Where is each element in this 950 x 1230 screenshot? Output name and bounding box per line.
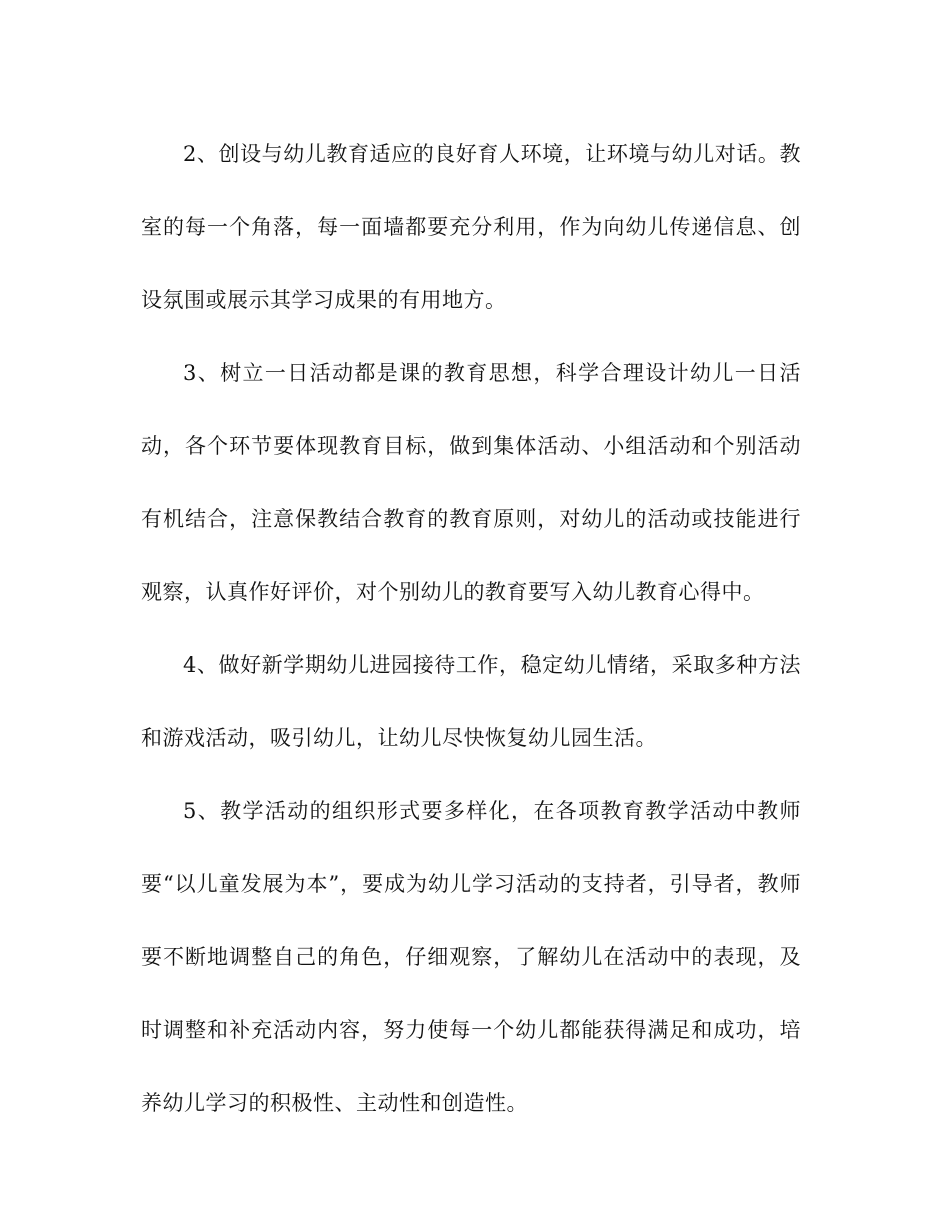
paragraph-item-4: 4、做好新学期幼儿进园接待工作，稳定幼儿情绪，采取多种方法和游戏活动，吸引幼儿，让幼儿尽快恢复幼儿园生活。 (141, 653, 801, 750)
paragraph-item-5: 5、教学活动的组织形式要多样化，在各项教育教学活动中教师要“以儿童发展为本”，要成为幼儿学习活动的支持者，引导者，教师要不断地调整自己的角色，仔细观察，了解幼儿在活动中的表现，及时调整和补充活动内容，努力使每一个幼儿都能获得满足和成功，培养幼儿学习的积极性、主动性和创造性。 (141, 799, 801, 1115)
paragraph-item-3: 3、树立一日活动都是课的教育思想，科学合理设计幼儿一日活动，各个环节要体现教育目标，做到集体活动、小组活动和个别活动有机结合，注意保教结合教育的教育原则，对幼儿的活动或技能进行观察，认真作好评价，对个别幼儿的教育要写入幼儿教育心得中。 (141, 361, 801, 604)
paragraph-item-2: 2、创设与幼儿教育适应的良好育人环境，让环境与幼儿对话。教室的每一个角落，每一面墙都要充分利用，作为向幼儿传递信息、创设氛围或展示其学习成果的有用地方。 (141, 142, 801, 312)
document-body (141, 118, 801, 1140)
